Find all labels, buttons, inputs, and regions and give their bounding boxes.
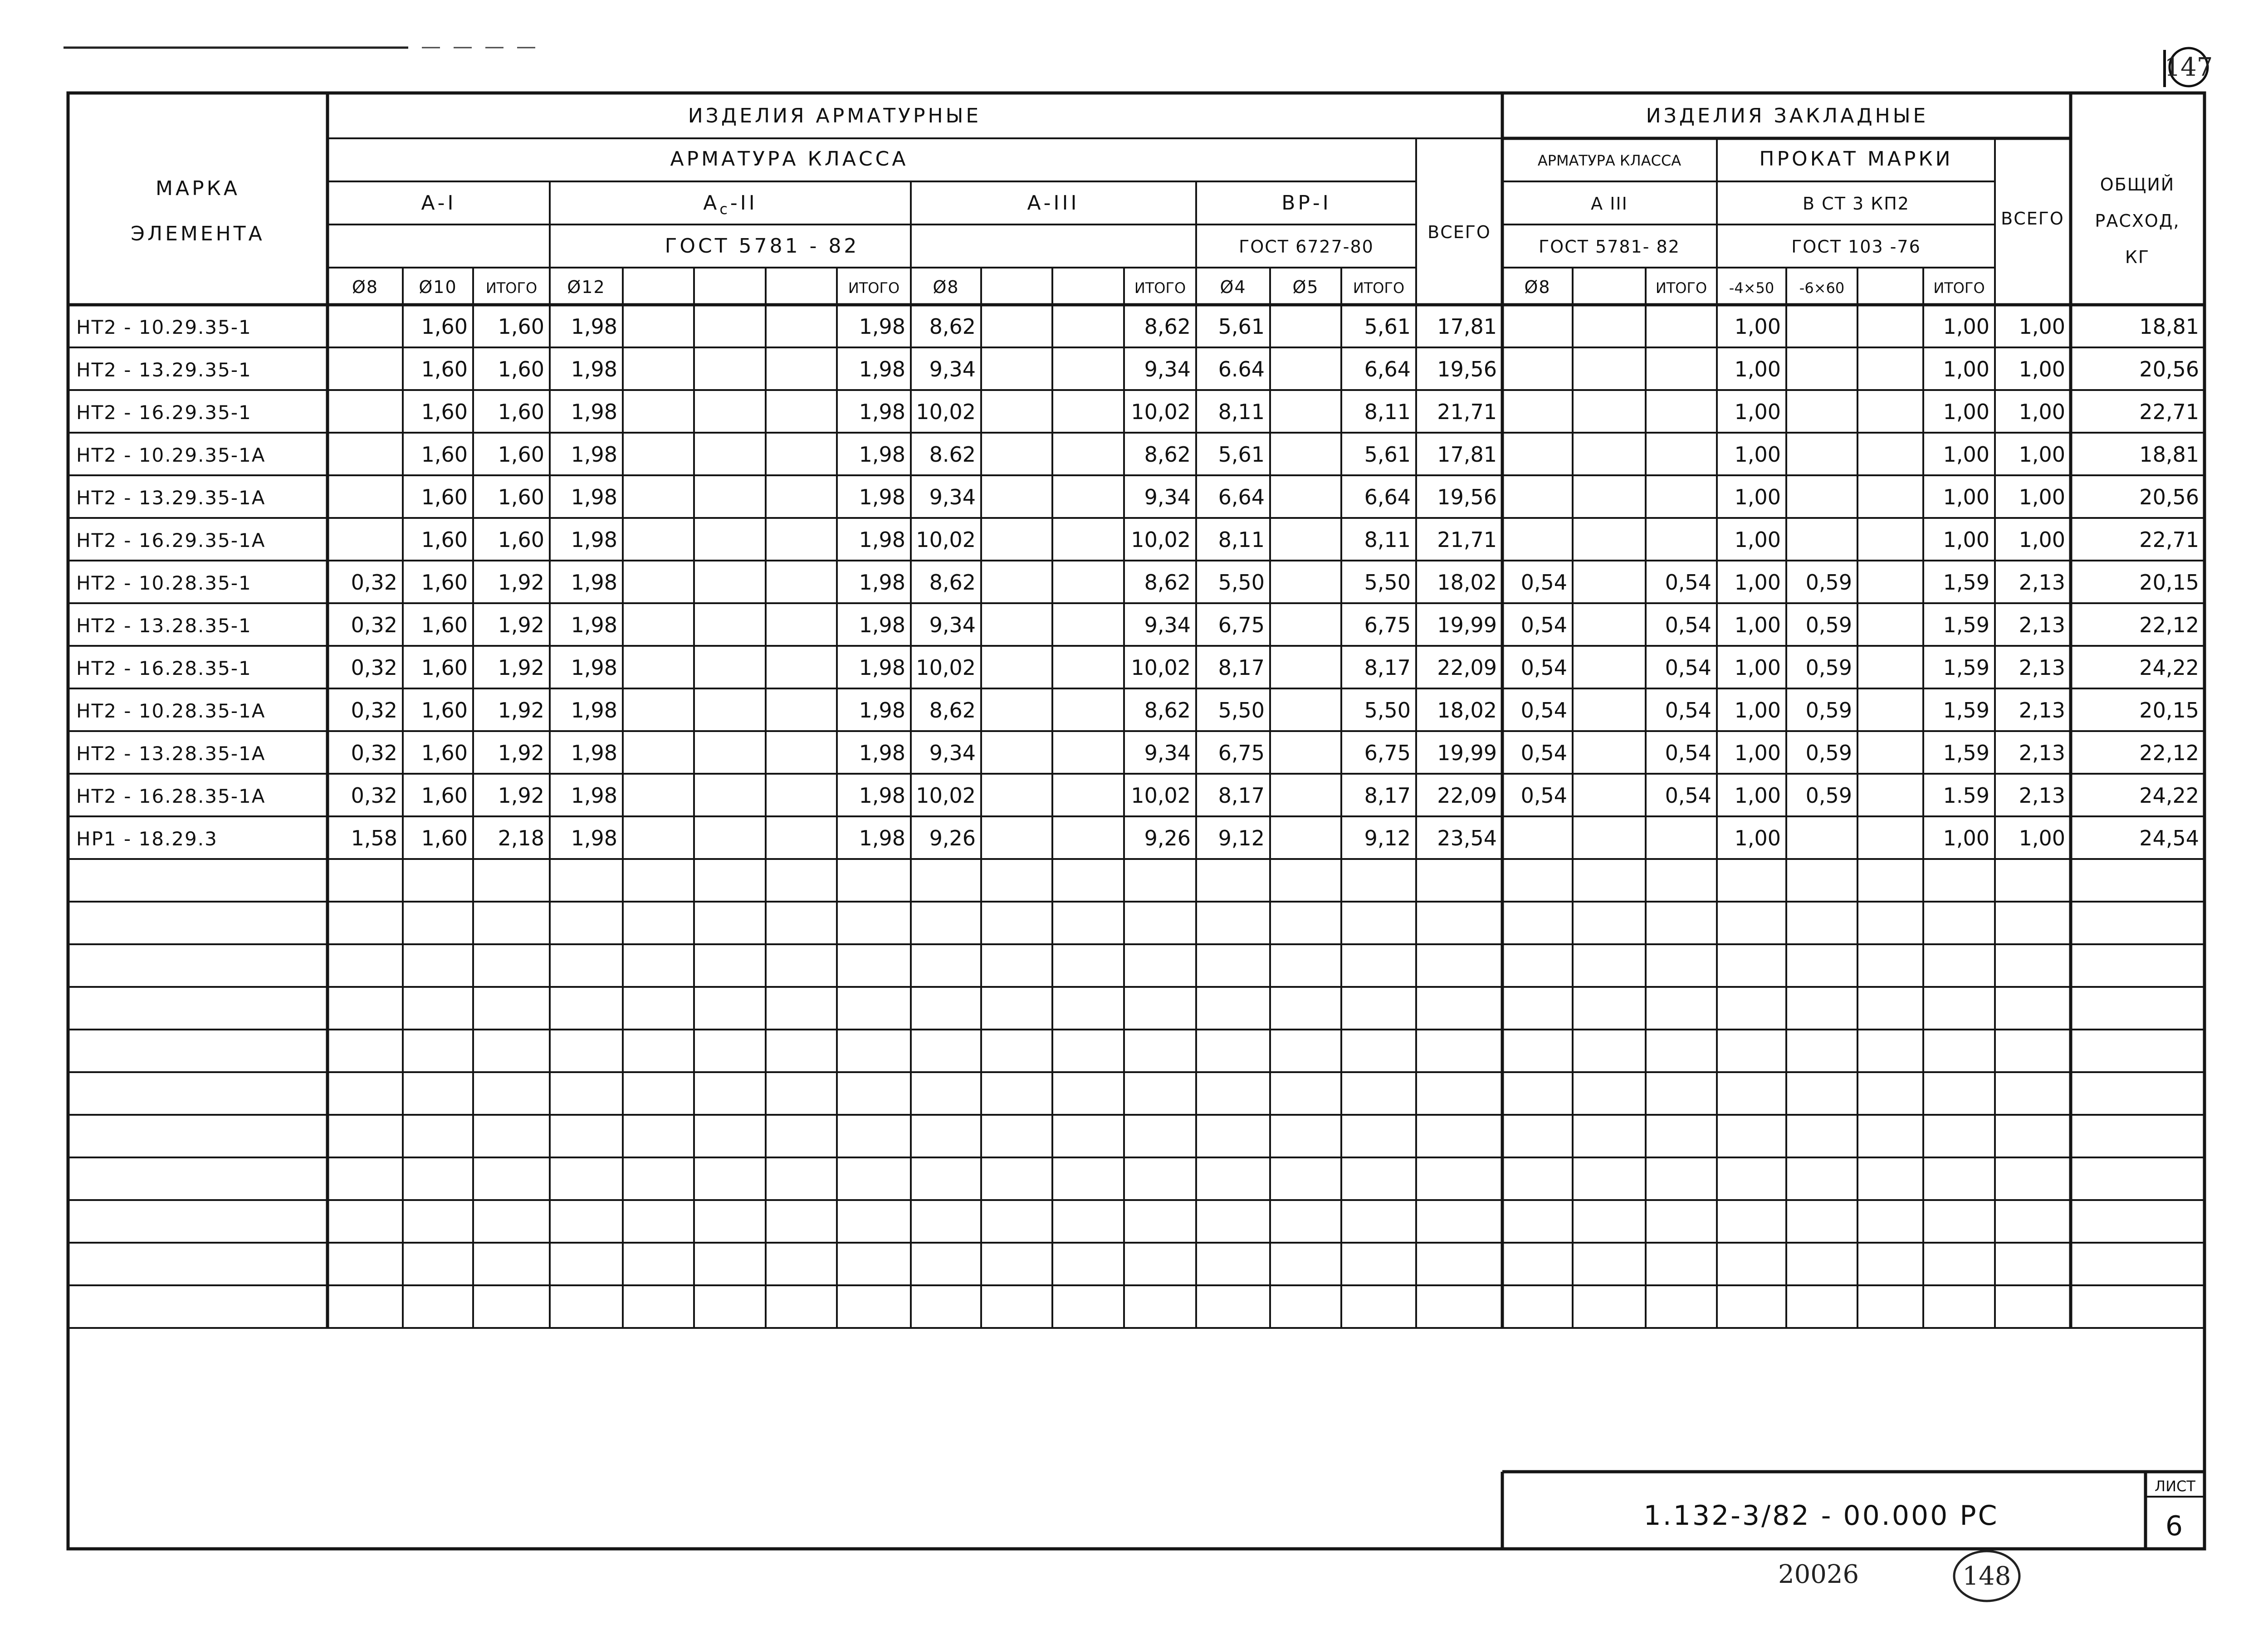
- table-cell: 9,26: [929, 826, 976, 850]
- table-cell: 1,60: [498, 442, 544, 467]
- table-cell: 23,54: [1437, 826, 1497, 850]
- table-cell: 1,98: [859, 314, 905, 339]
- header-emb-gost: ГОСТ 5781- 82: [1539, 237, 1680, 257]
- table-cell: 1,00: [1734, 442, 1781, 467]
- table-cell: 1,98: [859, 613, 905, 637]
- table-cell: 0,32: [351, 613, 397, 637]
- table-cell: 0,54: [1520, 741, 1567, 765]
- table-cell: 0,59: [1805, 655, 1852, 680]
- table-cell: 0,54: [1520, 570, 1567, 595]
- table-cell: 8,17: [1364, 783, 1411, 808]
- table-cell: 1,00: [1734, 698, 1781, 722]
- table-cell: 1,00: [2019, 826, 2065, 850]
- table-cell: 0,32: [351, 783, 397, 808]
- element-mark: НТ2 - 10.29.35-1: [76, 316, 252, 338]
- table-cell: 0,32: [351, 570, 397, 595]
- table-cell: 1,00: [1943, 314, 1989, 339]
- table-cell: 8,17: [1364, 655, 1411, 680]
- table-cell: 2,13: [2019, 741, 2065, 765]
- header-rolled: ПРОКАТ МАРКИ: [1759, 147, 1953, 171]
- table-cell: 5,50: [1364, 698, 1411, 722]
- header-overall-3: КГ: [2125, 247, 2150, 267]
- table-cell: 1,98: [571, 783, 617, 808]
- table-cell: 0,54: [1665, 570, 1711, 595]
- element-mark: НТ2 - 10.29.35-1А: [76, 444, 266, 466]
- header-emb-class: А III: [1591, 194, 1628, 214]
- table-cell: 1,00: [1943, 826, 1989, 850]
- table-cell: 1,00: [1734, 613, 1781, 637]
- table-cell: 24,22: [2139, 783, 2199, 808]
- table-cell: 1,00: [1734, 826, 1781, 850]
- sheet-label: ЛИСТ: [2155, 1478, 2195, 1495]
- table-cell: 1,00: [1943, 527, 1989, 552]
- title-block: [1502, 1472, 2204, 1549]
- table-cell: 6,64: [1364, 357, 1411, 381]
- table-cell: 1,58: [351, 826, 397, 850]
- table-cell: 1,98: [859, 442, 905, 467]
- table-cell: 8.62: [929, 442, 976, 467]
- table-cell: 1,00: [2019, 442, 2065, 467]
- table-cell: 22,71: [2139, 400, 2199, 424]
- table-cell: 0,32: [351, 698, 397, 722]
- element-mark: НТ2 - 16.28.35-1: [76, 657, 252, 679]
- table-cell: 1,60: [421, 826, 468, 850]
- subheader-cell: Ø8: [352, 277, 379, 297]
- header-overall-1: ОБЩИЙ: [2100, 175, 2175, 195]
- table-cell: 1,98: [571, 527, 617, 552]
- element-mark: НТ2 - 10.28.35-1А: [76, 700, 266, 722]
- table-cell: 17,81: [1437, 314, 1497, 339]
- table-cell: 6,64: [1364, 485, 1411, 509]
- header-class-vp1: ВР-I: [1281, 191, 1331, 215]
- element-mark: НТ2 - 10.28.35-1: [76, 572, 252, 594]
- subheader-cell: ИТОГО: [485, 279, 538, 297]
- table-cell: 22,09: [1437, 655, 1497, 680]
- table-cell: 1,98: [859, 357, 905, 381]
- table-cell: 1,60: [498, 400, 544, 424]
- table-cell: 1,00: [1734, 655, 1781, 680]
- subheader-cell: Ø12: [567, 277, 606, 297]
- element-mark: НТ2 - 13.28.35-1А: [76, 742, 266, 765]
- table-cell: 1,98: [571, 570, 617, 595]
- table-cell: 2,13: [2019, 783, 2065, 808]
- table-cell: 20,15: [2139, 570, 2199, 595]
- table-cell: 6,75: [1218, 741, 1265, 765]
- header-rolled-grade: В СТ 3 КП2: [1803, 194, 1910, 214]
- subheader-cell: Ø5: [1292, 277, 1319, 297]
- table-cell: 1,92: [498, 741, 544, 765]
- table-cell: 1,00: [1943, 485, 1989, 509]
- element-mark: НТ2 - 13.29.35-1А: [76, 487, 266, 509]
- table-cell: 1,00: [2019, 314, 2065, 339]
- sheet-number: 6: [2165, 1510, 2185, 1542]
- table-cell: 1,00: [2019, 357, 2065, 381]
- table-cell: 1,00: [1943, 400, 1989, 424]
- table-cell: 20,56: [2139, 357, 2199, 381]
- table-cell: 8,62: [1144, 570, 1191, 595]
- table-cell: 0,54: [1520, 613, 1567, 637]
- subheader-cell: ИТОГО: [1655, 279, 1707, 297]
- table-cell: 9,26: [1144, 826, 1191, 850]
- table-cell: 9,34: [929, 613, 976, 637]
- table-cell: 10,02: [1131, 400, 1191, 424]
- table-cell: 5,50: [1218, 570, 1265, 595]
- table-cell: 1,98: [571, 400, 617, 424]
- table-cell: 1,60: [421, 357, 468, 381]
- table-cell: 1,00: [1734, 570, 1781, 595]
- table-cell: 24,54: [2139, 826, 2199, 850]
- element-mark: НТ2 - 13.28.35-1: [76, 615, 252, 637]
- table-cell: 1,60: [421, 698, 468, 722]
- header-reinf-products: ИЗДЕЛИЯ АРМАТУРНЫЕ: [688, 104, 982, 127]
- table-cell: 19,56: [1437, 357, 1497, 381]
- table-cell: 10,02: [1131, 783, 1191, 808]
- table-cell: 1,98: [859, 527, 905, 552]
- table-cell: 0,59: [1805, 741, 1852, 765]
- table-cell: 1,60: [421, 570, 468, 595]
- subheader-cell: ИТОГО: [1134, 279, 1186, 297]
- table-cell: 17,81: [1437, 442, 1497, 467]
- table-cell: 9,34: [1144, 357, 1191, 381]
- page-mark: [2165, 48, 2213, 87]
- table-cell: 5,61: [1364, 314, 1411, 339]
- table-cell: 18,02: [1437, 570, 1497, 595]
- table-cell: 2,13: [2019, 698, 2065, 722]
- table-cell: 1,92: [498, 783, 544, 808]
- table-cell: 10,02: [916, 655, 976, 680]
- table-cell: 1,92: [498, 655, 544, 680]
- table-cell: 10,02: [916, 527, 976, 552]
- table-cell: 1,00: [2019, 527, 2065, 552]
- table-cell: 9,34: [929, 485, 976, 509]
- table-cell: 1,98: [859, 698, 905, 722]
- element-mark: НТ2 - 16.28.35-1А: [76, 785, 266, 807]
- table-cell: 24,22: [2139, 655, 2199, 680]
- table-cell: 19,99: [1437, 741, 1497, 765]
- table-cell: 1,92: [498, 570, 544, 595]
- header-class-a1: А-I: [421, 191, 456, 215]
- table-cell: 1.59: [1943, 783, 1989, 808]
- table-cell: 21,71: [1437, 400, 1497, 424]
- subheader-cell: -4×50: [1729, 279, 1774, 297]
- table-cell: 1,98: [859, 783, 905, 808]
- table-cell: 1,98: [571, 357, 617, 381]
- subheader-cell: Ø8: [933, 277, 959, 297]
- header-overall-2: РАСХОД,: [2095, 211, 2180, 231]
- table-cell: 8,11: [1218, 527, 1265, 552]
- table-cell: 0,54: [1520, 783, 1567, 808]
- archive-stamps: [1778, 1551, 2019, 1601]
- table-cell: 1,98: [859, 826, 905, 850]
- table-cell: 0,54: [1665, 741, 1711, 765]
- table-cell: 1,60: [421, 741, 468, 765]
- table-cell: 19,56: [1437, 485, 1497, 509]
- table-cell: 9,34: [929, 357, 976, 381]
- table-cell: 5,61: [1218, 314, 1265, 339]
- table-cell: 6,75: [1364, 613, 1411, 637]
- header-rolled-gost: ГОСТ 103 -76: [1791, 237, 1921, 257]
- table-cell: 8,62: [929, 314, 976, 339]
- table-cell: 1,00: [1943, 442, 1989, 467]
- table-cell: 1,00: [1734, 314, 1781, 339]
- table-cell: 1,98: [859, 485, 905, 509]
- table-cell: 1,00: [1734, 357, 1781, 381]
- header-total-emb: ВСЕГО: [2001, 209, 2064, 229]
- table-cell: 1,59: [1943, 613, 1989, 637]
- table-cell: 8,62: [929, 698, 976, 722]
- circled-number: 148: [1962, 1562, 2011, 1591]
- table-cell: 1,92: [498, 613, 544, 637]
- header-gost-1: ГОСТ 5781 - 82: [665, 234, 860, 258]
- table-cell: 1,98: [571, 698, 617, 722]
- table-cell: 8,17: [1218, 655, 1265, 680]
- table-cell: 9,34: [1144, 485, 1191, 509]
- table-cell: 1,60: [421, 783, 468, 808]
- table-cell: 10,02: [1131, 527, 1191, 552]
- table-cell: 6,64: [1218, 485, 1265, 509]
- table-cell: 0,54: [1665, 783, 1711, 808]
- table-cell: 1,60: [498, 314, 544, 339]
- table-cell: 1,00: [2019, 400, 2065, 424]
- page-mark-text: 147: [2164, 53, 2213, 82]
- header-reinf-class: АРМАТУРА КЛАССА: [670, 147, 909, 171]
- table-cell: 1,98: [571, 613, 617, 637]
- subheader-cell: ИТОГО: [848, 279, 900, 297]
- table-cell: 0,54: [1520, 698, 1567, 722]
- table-cell: 8,11: [1364, 527, 1411, 552]
- table-cell: 5,61: [1218, 442, 1265, 467]
- table-cell: 6,75: [1218, 613, 1265, 637]
- table-cell: 8,17: [1218, 783, 1265, 808]
- table-cell: 9,34: [929, 741, 976, 765]
- table-cell: 21,71: [1437, 527, 1497, 552]
- table-cell: 10,02: [1131, 655, 1191, 680]
- header-emb-reinf-class: АРМАТУРА КЛАССА: [1537, 152, 1681, 169]
- table-cell: 9,12: [1218, 826, 1265, 850]
- header-total-reinf: ВСЕГО: [1427, 222, 1491, 242]
- table-cell: 1,98: [571, 485, 617, 509]
- table-cell: 1,00: [1943, 357, 1989, 381]
- table-cell: 6,75: [1364, 741, 1411, 765]
- table-cell: 1,60: [498, 485, 544, 509]
- table-cell: 9,34: [1144, 613, 1191, 637]
- table-cell: 1,98: [571, 741, 617, 765]
- table-cell: 2,13: [2019, 570, 2065, 595]
- table-cell: 22,09: [1437, 783, 1497, 808]
- table-cell: 1,00: [2019, 485, 2065, 509]
- table-cell: 1,59: [1943, 741, 1989, 765]
- table-cell: 18,02: [1437, 698, 1497, 722]
- element-mark: НР1 - 18.29.3: [76, 828, 218, 850]
- table-cell: 8,62: [1144, 698, 1191, 722]
- table-cell: 1,59: [1943, 698, 1989, 722]
- subheader-cell: Ø10: [419, 277, 457, 297]
- table-cell: 1,60: [421, 314, 468, 339]
- subheader-cell: ИТОГО: [1933, 279, 1985, 297]
- table-cell: 0,59: [1805, 613, 1852, 637]
- table-cell: 2,13: [2019, 613, 2065, 637]
- table-cell: 8,11: [1218, 400, 1265, 424]
- header-mark-1: МАРКА: [156, 177, 240, 200]
- table-cell: 0,54: [1665, 655, 1711, 680]
- table-cell: 1,98: [571, 655, 617, 680]
- table-cell: 8,62: [1144, 314, 1191, 339]
- table-cell: 1,60: [421, 485, 468, 509]
- table-cell: 1,00: [1734, 783, 1781, 808]
- table-cell: 0,54: [1520, 655, 1567, 680]
- subheader-cell: Ø8: [1524, 277, 1551, 297]
- table-cell: 1,59: [1943, 655, 1989, 680]
- table-cell: 8,11: [1364, 400, 1411, 424]
- table-cell: 6.64: [1218, 357, 1265, 381]
- header-class-ac2: $А_с-II$: [703, 191, 758, 218]
- subheader-cell: Ø4: [1220, 277, 1246, 297]
- header-mark-2: ЭЛЕМЕНТА: [131, 222, 265, 245]
- table-cell: 19,99: [1437, 613, 1497, 637]
- table-cell: 1,59: [1943, 570, 1989, 595]
- subheader-cell: ИТОГО: [1353, 279, 1405, 297]
- doc-code: 1.132-3/82 - 00.000 РС: [1643, 1500, 1999, 1532]
- table-cell: 1,98: [571, 442, 617, 467]
- table-cell: 0,54: [1665, 698, 1711, 722]
- archive-number: 20026: [1778, 1560, 1859, 1589]
- table-cell: 1,60: [421, 442, 468, 467]
- table-cell: 1,00: [1734, 527, 1781, 552]
- table-cell: 0,54: [1665, 613, 1711, 637]
- table-cell: 18,81: [2139, 314, 2199, 339]
- table-cell: 1,60: [421, 655, 468, 680]
- table-cell: 1,98: [859, 655, 905, 680]
- table-cell: 0,59: [1805, 698, 1852, 722]
- element-mark: НТ2 - 16.29.35-1А: [76, 529, 266, 552]
- table-cell: 20,56: [2139, 485, 2199, 509]
- element-mark: НТ2 - 13.29.35-1: [76, 359, 252, 381]
- table-cell: 1,98: [859, 400, 905, 424]
- header-embedded: ИЗДЕЛИЯ ЗАКЛАДНЫЕ: [1646, 104, 1929, 127]
- table-cell: 18,81: [2139, 442, 2199, 467]
- table-cell: 5,50: [1364, 570, 1411, 595]
- table-cell: 2,18: [498, 826, 544, 850]
- table-cell: 0,59: [1805, 783, 1852, 808]
- table-cell: 1,98: [571, 314, 617, 339]
- table-cell: 1,00: [1734, 485, 1781, 509]
- table-cell: 1,98: [571, 826, 617, 850]
- table-cell: 5,50: [1218, 698, 1265, 722]
- table-cell: 22,71: [2139, 527, 2199, 552]
- table-cell: 9,34: [1144, 741, 1191, 765]
- header-gost-2: ГОСТ 6727-80: [1239, 237, 1374, 257]
- table-cell: 20,15: [2139, 698, 2199, 722]
- table-cell: 1,60: [421, 400, 468, 424]
- table-cell: 1,60: [498, 357, 544, 381]
- table-cell: 0,32: [351, 741, 397, 765]
- table-body: [76, 314, 2199, 850]
- table-cell: 1,60: [498, 527, 544, 552]
- table-cell: 0,32: [351, 655, 397, 680]
- table-cell: 1,98: [859, 741, 905, 765]
- table-cell: 10,02: [916, 783, 976, 808]
- table-cell: 1,60: [421, 527, 468, 552]
- table-cell: 5,61: [1364, 442, 1411, 467]
- header-class-a3: А-III: [1027, 191, 1080, 215]
- table-cell: 1,00: [1734, 400, 1781, 424]
- table-cell: 1,98: [859, 570, 905, 595]
- table-cell: 10,02: [916, 400, 976, 424]
- table-cell: 1,00: [1734, 741, 1781, 765]
- table-cell: 0,59: [1805, 570, 1852, 595]
- subheader-cell: -6×60: [1799, 279, 1845, 297]
- table-cell: 8,62: [929, 570, 976, 595]
- table-cell: 22,12: [2139, 741, 2199, 765]
- table-cell: 1,92: [498, 698, 544, 722]
- table-cell: 8,62: [1144, 442, 1191, 467]
- table-cell: 9,12: [1364, 826, 1411, 850]
- table-cell: 2,13: [2019, 655, 2065, 680]
- table-cell: 1,60: [421, 613, 468, 637]
- table-frame: [68, 93, 2204, 1549]
- element-mark: НТ2 - 16.29.35-1: [76, 401, 252, 424]
- table-cell: 22,12: [2139, 613, 2199, 637]
